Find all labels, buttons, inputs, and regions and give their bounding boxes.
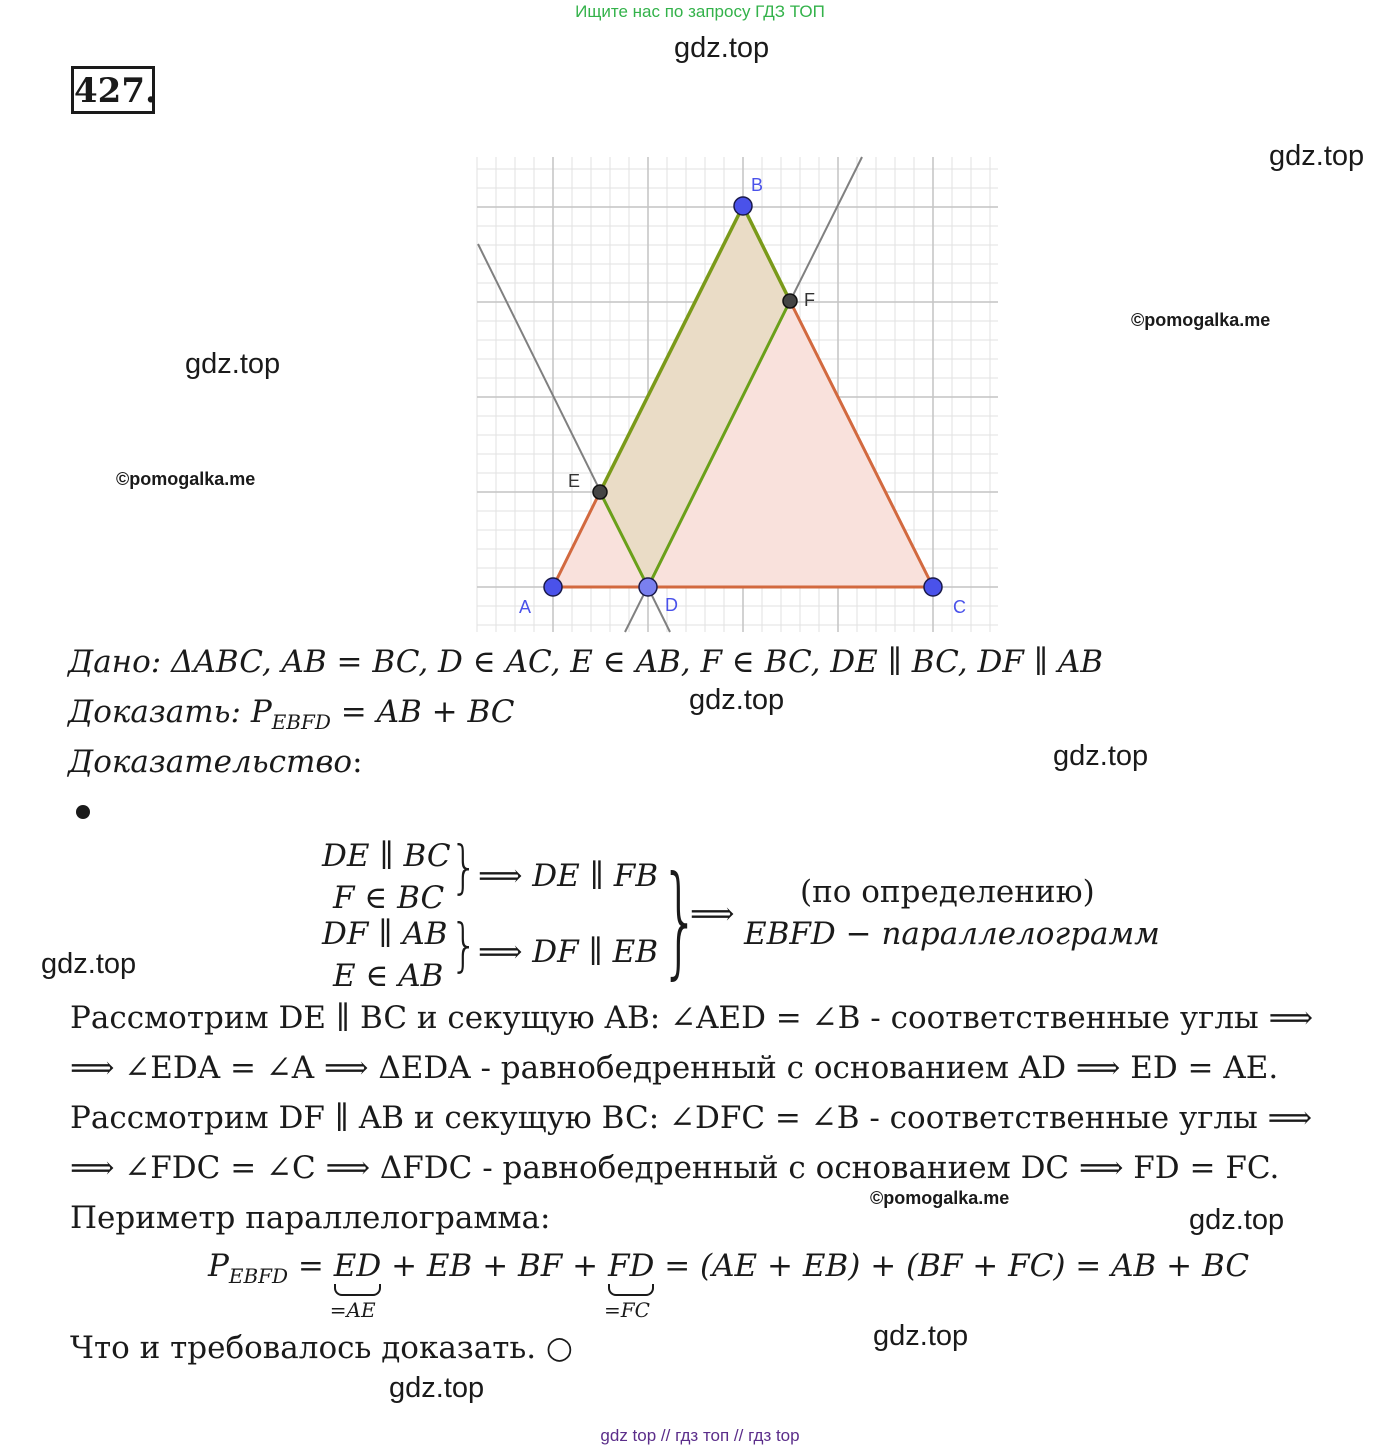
proof-heading bbox=[68, 744, 363, 780]
watermark-gdz: gdz.top bbox=[674, 32, 770, 64]
brace-right-2: } bbox=[450, 912, 478, 979]
triangle-figure bbox=[470, 150, 1005, 640]
prove-rest: = AB + BC bbox=[330, 694, 515, 730]
perimeter-mid: + EB + BF + bbox=[381, 1248, 608, 1284]
prove-subscript: EBFD bbox=[271, 710, 331, 735]
conclusion-line2: EBFD − параллелограмм bbox=[744, 916, 1160, 952]
label-d: D bbox=[665, 595, 678, 615]
perimeter-rest: = (AE + EB) + (BF + FC) = AB + BC bbox=[654, 1248, 1250, 1284]
search-banner: Ищите нас по запросу ГДЗ ТОП bbox=[575, 2, 825, 21]
watermark-pomogalka: ©pomogalka.me bbox=[1131, 310, 1271, 330]
prove-label: Доказать bbox=[68, 694, 231, 730]
perimeter-p: P bbox=[208, 1248, 229, 1284]
qed-line: Что и требовалось доказать. ○ bbox=[70, 1330, 573, 1366]
watermark-gdz: gdz.top bbox=[41, 948, 137, 980]
label-e: E bbox=[568, 471, 581, 491]
conclusion-line1: (по определению) bbox=[800, 874, 1095, 910]
given-label: Дано bbox=[68, 644, 151, 680]
watermark-gdz: gdz.top bbox=[1269, 140, 1365, 172]
proof-line-3: Рассмотрим DF ∥ AB и секущую BC: ∠DFC = ∠B - соответственные углы ⟹ bbox=[70, 1100, 1313, 1136]
proof-colon: : bbox=[352, 744, 363, 780]
perimeter-formula bbox=[208, 1248, 1250, 1322]
watermark-pomogalka: ©pomogalka.me bbox=[116, 469, 256, 489]
label-b: B bbox=[751, 175, 764, 195]
perimeter-ed: ED bbox=[333, 1248, 382, 1284]
perimeter-fd-group bbox=[604, 1248, 655, 1322]
proof-line-5: Периметр параллелограмма: bbox=[70, 1200, 551, 1236]
brace-right-1: } bbox=[450, 834, 478, 901]
system-result2: ⟹ DF ∥ EB bbox=[478, 934, 659, 970]
given-text: : ΔABC, AB = BC, D ∈ AC, E ∈ AB, F ∈ BC, DE ∥ BC, DF ∥ AB bbox=[150, 644, 1104, 680]
system-row1a: DE ∥ BC bbox=[322, 838, 451, 874]
system-row1b: F ∈ BC bbox=[333, 880, 445, 916]
watermark-gdz: gdz.top bbox=[873, 1320, 969, 1352]
system-row2a: DF ∥ AB bbox=[322, 916, 448, 952]
point-e bbox=[593, 485, 607, 499]
perimeter-subscript: EBFD bbox=[228, 1264, 289, 1289]
point-b bbox=[734, 197, 752, 215]
system-implies: ⟹ bbox=[690, 896, 735, 932]
system-result1: ⟹ DE ∥ FB bbox=[478, 858, 659, 894]
proof-line-4: ⟹ ∠FDC = ∠C ⟹ ΔFDC - равнобедренный с основанием DC ⟹ FD = FC. bbox=[70, 1150, 1280, 1186]
point-f bbox=[783, 294, 797, 308]
watermark-gdz: gdz.top bbox=[689, 684, 785, 716]
watermark-gdz: gdz.top bbox=[389, 1372, 485, 1404]
footer-links: gdz top // гдз топ // гдз top bbox=[600, 1426, 800, 1445]
label-f: F bbox=[804, 290, 815, 310]
underbrace-ed bbox=[334, 1284, 381, 1296]
underbrace-fd bbox=[608, 1284, 654, 1296]
prove-p: : P bbox=[230, 694, 272, 730]
point-d bbox=[639, 578, 657, 596]
point-c bbox=[924, 578, 942, 596]
proof-label: Доказательство bbox=[68, 744, 353, 780]
given-line bbox=[68, 644, 1103, 680]
perimeter-ed-group bbox=[329, 1248, 382, 1322]
perimeter-fd: FD bbox=[608, 1248, 655, 1284]
underbrace-fd-label: =FC bbox=[604, 1298, 650, 1322]
perimeter-eq: = bbox=[288, 1248, 334, 1284]
watermark-gdz: gdz.top bbox=[185, 348, 281, 380]
watermark-gdz: gdz.top bbox=[1189, 1204, 1285, 1236]
bullet bbox=[76, 805, 90, 819]
label-a: A bbox=[519, 597, 532, 617]
prove-line bbox=[68, 694, 515, 734]
proof-line-2: ⟹ ∠EDA = ∠A ⟹ ΔEDA - равнобедренный с основанием AD ⟹ ED = AE. bbox=[70, 1050, 1279, 1086]
label-c: C bbox=[953, 597, 966, 617]
point-a bbox=[544, 578, 562, 596]
system-row2b: E ∈ AB bbox=[333, 958, 444, 994]
brace-right-big: } bbox=[660, 850, 701, 992]
underbrace-ed-label: =AE bbox=[329, 1298, 376, 1322]
proof-line-1: Рассмотрим DE ∥ BC и секущую AB: ∠AED = ∠B - соответственные углы ⟹ bbox=[70, 1000, 1314, 1036]
problem-number: 427. bbox=[71, 66, 155, 114]
watermark-gdz: gdz.top bbox=[1053, 740, 1149, 772]
watermark-pomogalka: ©pomogalka.me bbox=[870, 1188, 1010, 1208]
